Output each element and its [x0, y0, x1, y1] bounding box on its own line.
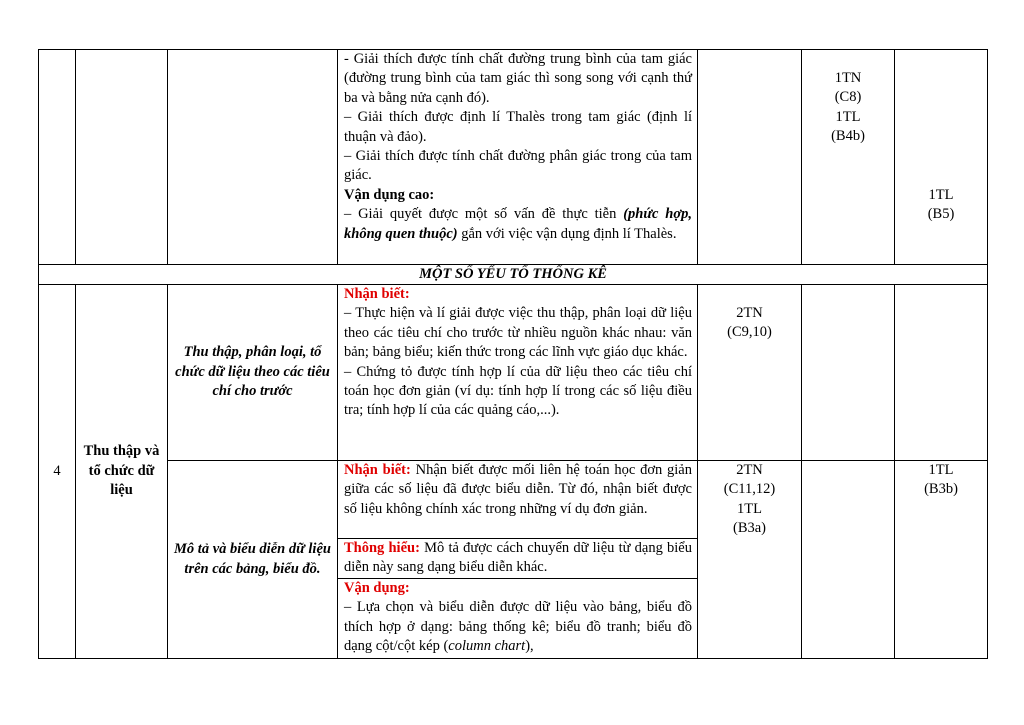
level-label: Vận dụng cao: — [344, 186, 435, 203]
chapter-name: Thu thập và tổ chức dữ liệu — [76, 285, 168, 659]
count-cell-th: 1TN (C8) 1TL (B4b) — [802, 50, 895, 265]
count-cell-vdc: 1TL (B5) — [895, 50, 988, 265]
requirement-text: Thông hiểu: Mô tả được cách chuyển dữ liệu từ dạng biểu diễn này sang dạng biểu diễn khác. — [344, 540, 692, 576]
cell-empty — [76, 50, 168, 265]
cell-empty — [802, 285, 895, 461]
requirements-cell — [338, 461, 698, 539]
requirement-text: – Giải thích được tính chất đường phân giác trong của tam giác. — [344, 148, 692, 184]
cell-empty — [802, 461, 895, 659]
table-row — [39, 265, 988, 285]
cell-empty — [698, 50, 802, 265]
requirement-text: – Chứng tỏ được tính hợp lí của dữ liệu theo các tiêu chí toán học đơn giản (ví dụ: tính hợp lí trong các số liệu điều tra; tính hợp lí của các quảng cáo,...). — [344, 363, 692, 419]
count-cell-vdc: 1TL (B3b) — [895, 461, 988, 659]
table-row — [39, 285, 988, 461]
requirements-cell — [338, 50, 698, 265]
requirement-text: – Thực hiện và lí giải được việc thu thập, phân loại dữ liệu theo các tiêu chí cho trước từ nhiều nguồn khác nhau: văn bản; bảng biểu; kiến thức trong các lĩnh vực giáo dục khác. — [344, 305, 692, 361]
chapter-number: 4 — [39, 285, 76, 659]
cell-empty — [895, 285, 988, 461]
topic-name: Thu thập, phân loại, tổ chức dữ liệu theo các tiêu chí cho trước — [168, 285, 338, 461]
requirements-cell — [338, 285, 698, 461]
matrix-table — [38, 49, 988, 659]
requirement-text: – Giải quyết được một số vấn đề thực tiễn (phức hợp, không quen thuộc) gắn với việc vận dụng định lí Thalès. — [344, 206, 692, 242]
requirement-text: - Giải thích được tính chất đường trung bình của tam giác (đường trung bình của tam giác thì song song với cạnh thứ ba và bằng nửa cạnh đó). — [344, 51, 692, 106]
requirement-text: Nhận biết: Nhận biết được mối liên hệ toán học đơn giản giữa các số liệu đã được biểu diễn. Từ đó, nhận biết được số liệu không chính xác trong những ví dụ đơn giản. — [344, 462, 692, 517]
table-row — [39, 50, 988, 265]
requirement-text: – Giải thích được định lí Thalès trong tam giác (định lí thuận và đảo). — [344, 109, 692, 145]
requirements-cell — [338, 539, 698, 579]
requirements-cell — [338, 579, 698, 659]
level-label: Vận dụng: — [344, 580, 410, 596]
table-row — [39, 461, 988, 539]
topic-name: Mô tả và biểu diễn dữ liệu trên các bảng, biểu đồ. — [168, 461, 338, 659]
cell-empty — [168, 50, 338, 265]
requirement-text: – Lựa chọn và biểu diễn được dữ liệu vào bảng, biểu đồ thích hợp ở dạng: bảng thống kê; biểu đồ tranh; biểu đồ dạng cột/cột kép (column chart), — [344, 599, 692, 655]
count-cell-nb: 2TN (C9,10) — [698, 285, 802, 461]
count-cell-nb: 2TN (C11,12) 1TL (B3a) — [698, 461, 802, 659]
cell-empty — [39, 50, 76, 265]
level-label: Nhận biết: — [344, 286, 410, 302]
section-title: MỘT SỐ YẾU TỐ THỐNG KÊ — [39, 265, 988, 285]
